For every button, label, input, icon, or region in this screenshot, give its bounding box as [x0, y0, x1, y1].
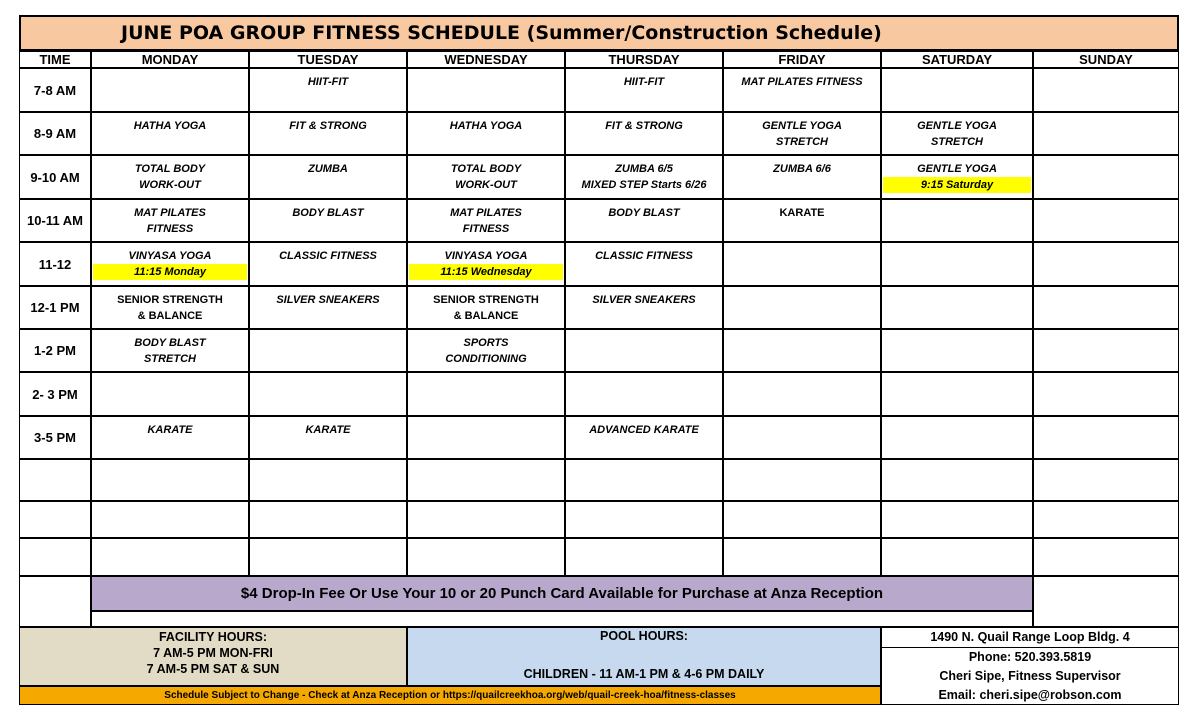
class-name: CLASSIC FITNESS	[595, 250, 693, 262]
time-slot: 10-11 AM	[19, 199, 91, 242]
facility-hours-title: FACILITY HOURS:	[158, 630, 268, 644]
class-cell	[565, 286, 723, 329]
class-name: FITNESS	[146, 223, 194, 235]
blank-cell	[91, 611, 1033, 627]
empty-cell	[881, 242, 1033, 286]
empty-cell	[249, 538, 407, 576]
blank-cell	[19, 576, 91, 627]
empty-cell	[249, 329, 407, 372]
contact-email: Email: cheri.sipe@robson.com	[938, 688, 1122, 702]
empty-cell	[881, 372, 1033, 416]
class-name: MAT PILATES	[450, 207, 522, 219]
column-header-monday: MONDAY	[91, 51, 249, 68]
column-header-wednesday: WEDNESDAY	[407, 51, 565, 68]
column-header-saturday: SATURDAY	[881, 51, 1033, 68]
time-slot: 8-9 AM	[19, 112, 91, 155]
class-cell	[723, 155, 881, 199]
empty-cell	[723, 501, 881, 538]
empty-cell	[91, 68, 249, 112]
pool-hours-title: POOL HOURS:	[600, 629, 688, 643]
empty-cell	[1033, 155, 1179, 199]
empty-cell	[1033, 329, 1179, 372]
time-slot: 12-1 PM	[19, 286, 91, 329]
class-name: BODY BLAST	[134, 337, 206, 349]
class-cell	[407, 112, 565, 155]
time-slot: 11-12	[19, 242, 91, 286]
class-cell	[91, 112, 249, 155]
class-name: ADVANCED KARATE	[589, 424, 699, 436]
class-name: TOTAL BODY	[450, 163, 522, 175]
class-name: BODY BLAST	[608, 207, 680, 219]
empty-cell	[1033, 68, 1179, 112]
class-name: HATHA YOGA	[133, 120, 207, 132]
empty-cell	[723, 538, 881, 576]
class-name: SENIOR STRENGTH	[117, 294, 223, 306]
contact-name: Cheri Sipe, Fitness Supervisor	[939, 669, 1121, 683]
column-header-tuesday: TUESDAY	[249, 51, 407, 68]
empty-cell	[723, 372, 881, 416]
empty-cell	[1033, 538, 1179, 576]
time-slot: 7-8 AM	[19, 68, 91, 112]
class-name: FITNESS	[462, 223, 510, 235]
class-name: KARATE	[305, 424, 351, 436]
empty-cell	[565, 372, 723, 416]
class-cell	[91, 286, 249, 329]
empty-cell	[723, 242, 881, 286]
class-name: VINYASA YOGA	[444, 250, 528, 262]
empty-cell	[91, 538, 249, 576]
empty-cell	[1033, 112, 1179, 155]
class-name: VINYASA YOGA	[128, 250, 212, 262]
facility-hours-weekday: 7 AM-5 PM MON-FRI	[153, 646, 273, 660]
class-name: FIT & STRONG	[289, 120, 367, 132]
empty-cell	[91, 459, 249, 501]
class-cell	[723, 199, 881, 242]
empty-cell	[407, 416, 565, 459]
class-name: WORK-OUT	[139, 179, 201, 191]
empty-cell	[723, 416, 881, 459]
empty-cell	[1033, 416, 1179, 459]
class-name: GENTLE YOGA	[917, 120, 997, 132]
blank-cell	[1033, 576, 1179, 627]
class-name: HIIT-FIT	[623, 76, 665, 88]
empty-cell	[249, 372, 407, 416]
class-name: & BALANCE	[453, 310, 519, 322]
pool-hours-children: CHILDREN - 11 AM-1 PM & 4-6 PM DAILY	[523, 667, 765, 681]
class-name: ZUMBA	[308, 163, 348, 175]
empty-cell	[565, 538, 723, 576]
contact-phone: Phone: 520.393.5819	[968, 650, 1092, 664]
class-name: SENIOR STRENGTH	[433, 294, 539, 306]
class-cell	[723, 68, 881, 112]
class-cell	[91, 416, 249, 459]
class-name: STRETCH	[144, 353, 196, 365]
class-name: MAT PILATES	[134, 207, 206, 219]
class-cell	[249, 112, 407, 155]
schedule-footer-note: Schedule Subject to Change - Check at Anza Reception or https://quailcreekhoa.org/web/quail-creek-hoa/fitness-classes	[19, 686, 881, 705]
class-cell	[91, 199, 249, 242]
class-name: MIXED STEP Starts 6/26	[581, 179, 707, 191]
class-cell	[565, 242, 723, 286]
empty-cell	[249, 501, 407, 538]
empty-cell	[565, 329, 723, 372]
schedule-title: JUNE POA GROUP FITNESS SCHEDULE (Summer/Construction Schedule)	[19, 15, 1179, 51]
time-slot: 2- 3 PM	[19, 372, 91, 416]
empty-cell	[407, 501, 565, 538]
class-name: & BALANCE	[137, 310, 203, 322]
class-name: MAT PILATES FITNESS	[741, 76, 863, 88]
empty-cell	[881, 538, 1033, 576]
empty-cell	[1033, 501, 1179, 538]
empty-cell	[723, 459, 881, 501]
class-cell	[249, 286, 407, 329]
class-cell	[723, 112, 881, 155]
class-name: STRETCH	[776, 136, 828, 148]
time-slot	[19, 538, 91, 576]
class-name: HIIT-FIT	[307, 76, 349, 88]
class-cell	[565, 155, 723, 199]
class-cell	[881, 112, 1033, 155]
class-cell	[565, 112, 723, 155]
class-cell	[249, 242, 407, 286]
class-cell	[565, 416, 723, 459]
empty-cell	[881, 459, 1033, 501]
class-name: TOTAL BODY	[134, 163, 206, 175]
class-name: GENTLE YOGA	[917, 163, 997, 175]
contact-address: 1490 N. Quail Range Loop Bldg. 4	[882, 628, 1178, 648]
empty-cell	[723, 329, 881, 372]
time-slot	[19, 459, 91, 501]
class-cell	[91, 242, 249, 286]
dropin-fee-banner: $4 Drop-In Fee Or Use Your 10 or 20 Punch Card Available for Purchase at Anza Reception	[91, 576, 1033, 611]
empty-cell	[881, 286, 1033, 329]
class-name: WORK-OUT	[455, 179, 517, 191]
class-name: CONDITIONING	[445, 353, 527, 365]
class-cell	[881, 155, 1033, 199]
contact-info	[881, 627, 1179, 705]
time-slot: 1-2 PM	[19, 329, 91, 372]
class-name: HATHA YOGA	[449, 120, 523, 132]
class-cell	[249, 68, 407, 112]
column-header-time: TIME	[19, 51, 91, 68]
facility-hours	[19, 627, 407, 686]
class-name: SILVER SNEAKERS	[276, 294, 380, 306]
empty-cell	[407, 538, 565, 576]
empty-cell	[407, 459, 565, 501]
start-time-highlight: 11:15 Monday	[93, 264, 247, 280]
class-name: SILVER SNEAKERS	[592, 294, 696, 306]
class-name: STRETCH	[931, 136, 983, 148]
class-cell	[407, 286, 565, 329]
class-cell	[249, 416, 407, 459]
empty-cell	[881, 416, 1033, 459]
empty-cell	[881, 68, 1033, 112]
class-cell	[249, 199, 407, 242]
empty-cell	[1033, 199, 1179, 242]
class-cell	[249, 155, 407, 199]
empty-cell	[407, 68, 565, 112]
empty-cell	[881, 329, 1033, 372]
class-name: ZUMBA 6/5	[615, 163, 673, 175]
empty-cell	[1033, 242, 1179, 286]
pool-hours	[407, 627, 881, 686]
class-name: ZUMBA 6/6	[773, 163, 831, 175]
time-slot: 3-5 PM	[19, 416, 91, 459]
column-header-sunday: SUNDAY	[1033, 51, 1179, 68]
empty-cell	[407, 372, 565, 416]
empty-cell	[565, 459, 723, 501]
schedule-sheet	[19, 15, 1179, 705]
class-cell	[407, 155, 565, 199]
class-name: GENTLE YOGA	[762, 120, 842, 132]
class-name: KARATE	[147, 424, 193, 436]
class-cell	[565, 199, 723, 242]
start-time-highlight: 11:15 Wednesday	[409, 264, 563, 280]
class-name: CLASSIC FITNESS	[279, 250, 377, 262]
time-slot: 9-10 AM	[19, 155, 91, 199]
class-name: FIT & STRONG	[605, 120, 683, 132]
empty-cell	[91, 372, 249, 416]
empty-cell	[565, 501, 723, 538]
class-cell	[407, 199, 565, 242]
column-header-friday: FRIDAY	[723, 51, 881, 68]
class-cell	[91, 329, 249, 372]
class-name: BODY BLAST	[292, 207, 364, 219]
class-cell	[91, 155, 249, 199]
class-cell	[565, 68, 723, 112]
time-slot	[19, 501, 91, 538]
facility-hours-weekend: 7 AM-5 PM SAT & SUN	[146, 662, 280, 676]
start-time-highlight: 9:15 Saturday	[883, 177, 1031, 193]
class-name: KARATE	[779, 207, 825, 219]
class-cell	[407, 242, 565, 286]
column-header-thursday: THURSDAY	[565, 51, 723, 68]
empty-cell	[1033, 286, 1179, 329]
class-name: SPORTS	[463, 337, 509, 349]
empty-cell	[1033, 459, 1179, 501]
empty-cell	[881, 501, 1033, 538]
empty-cell	[91, 501, 249, 538]
class-cell	[407, 329, 565, 372]
empty-cell	[723, 286, 881, 329]
empty-cell	[1033, 372, 1179, 416]
empty-cell	[249, 459, 407, 501]
empty-cell	[881, 199, 1033, 242]
